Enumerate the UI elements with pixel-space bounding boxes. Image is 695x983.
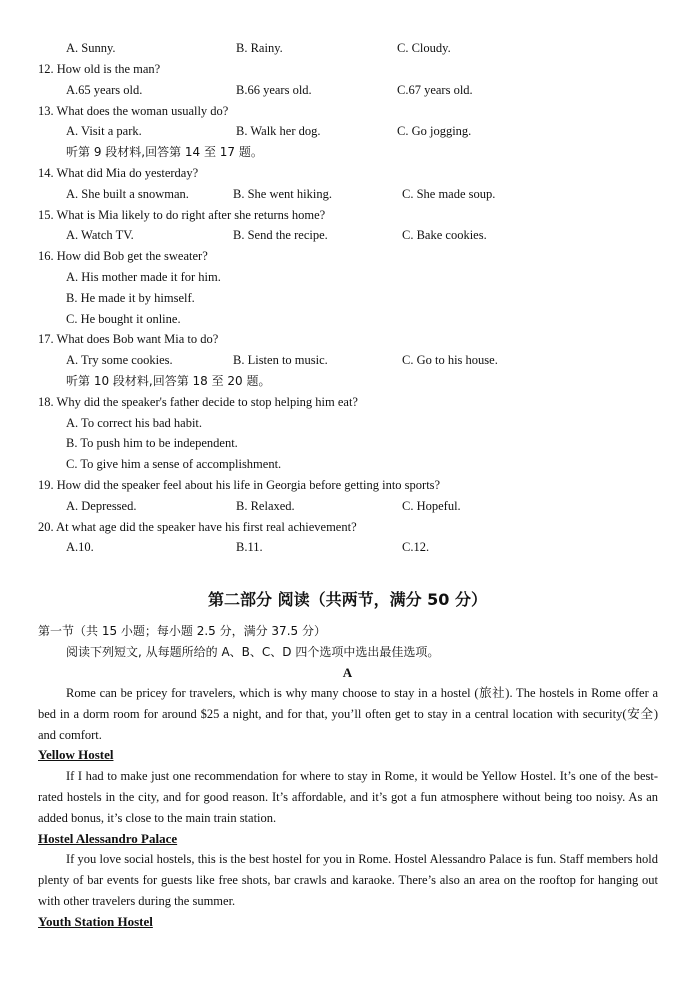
section-one-header: 第一节（共 15 小题；每小题 2.5 分，满分 37.5 分）	[38, 624, 326, 638]
q12-option-a: A.65 years old.	[66, 83, 143, 97]
hostel-paragraph-alessandro: If you love social hostels, this is the best hostel for you in Rome. Hostel Alessandro Palace is fun. Staff members hold plenty of bar events for guests like free shots, bar crawls and karaoke. There’s also an area on the rooftop for hanging out with other travelers during the summer.	[38, 852, 658, 908]
q14-option-b: B. She went hiking.	[233, 187, 332, 201]
q15-option-c: C. Bake cookies.	[402, 228, 487, 242]
q19-option-a: A. Depressed.	[66, 499, 137, 513]
q13-option-c: C. Go jogging.	[397, 124, 472, 138]
q18-option-c: C. To give him a sense of accomplishment.	[66, 457, 282, 471]
reading-instruction: 阅读下列短文, 从每题所给的 A、B、C、D 四个选项中选出最佳选项。	[66, 645, 440, 659]
q14-text: 14. What did Mia do yesterday?	[38, 166, 199, 180]
q14-option-c: C. She made soup.	[402, 187, 496, 201]
q20-option-c: C.12.	[402, 540, 430, 554]
q16-option-a: A. His mother made it for him.	[66, 270, 221, 284]
q16-option-c: C. He bought it online.	[66, 312, 181, 326]
q11-option-b: B. Rainy.	[236, 41, 283, 55]
hostel-heading-alessandro: Hostel Alessandro Palace	[38, 831, 178, 846]
q19-option-c: C. Hopeful.	[402, 499, 461, 513]
part-two-title: 第二部分 阅读（共两节，满分 50 分）	[208, 590, 487, 609]
q19-option-b: B. Relaxed.	[236, 499, 295, 513]
q14-option-a: A. She built a snowman.	[66, 187, 189, 201]
q12-text: 12. How old is the man?	[38, 62, 161, 76]
q18-option-a: A. To correct his bad habit.	[66, 416, 203, 430]
hostel-paragraph-yellow: If I had to make just one recommendation for where to stay in Rome, it would be Yellow Hostel. It’s one of the best-rated hostels in the city, and for good reason. It’s affordable, and it’s got a fun atmosphere without being too noisy. As an added bonus, it’s close to the main train station.	[38, 769, 658, 825]
q13-text: 13. What does the woman usually do?	[38, 104, 229, 118]
q20-option-b: B.11.	[236, 540, 263, 554]
q17-option-c: C. Go to his house.	[402, 353, 498, 367]
q18-option-b: B. To push him to be independent.	[66, 436, 238, 450]
q16-text: 16. How did Bob get the sweater?	[38, 249, 208, 263]
q15-text: 15. What is Mia likely to do right after she returns home?	[38, 208, 326, 222]
hostel-heading-youth-station: Youth Station Hostel	[38, 914, 153, 929]
q20-text: 20. At what age did the speaker have his first real achievement?	[38, 520, 357, 534]
q11-option-a: A. Sunny.	[66, 41, 116, 55]
q11-option-c: C. Cloudy.	[397, 41, 451, 55]
q15-option-b: B. Send the recipe.	[233, 228, 328, 242]
listening-note-9: 听第 9 段材料,回答第 14 至 17 题。	[66, 145, 263, 159]
q13-option-a: A. Visit a park.	[66, 124, 142, 138]
q16-option-b: B. He made it by himself.	[66, 291, 195, 305]
q19-text: 19. How did the speaker feel about his life in Georgia before getting into sports?	[38, 478, 441, 492]
q12-option-b: B.66 years old.	[236, 83, 312, 97]
q20-option-a: A.10.	[66, 540, 94, 554]
passage-intro: Rome can be pricey for travelers, which is why many choose to stay in a hostel (旅社). The hostels in Rome offer a bed in a dorm room for around $25 a night, and for that, you’ll often get to stay in a central location with security(安全) and comfort.	[38, 686, 658, 742]
q17-option-b: B. Listen to music.	[233, 353, 328, 367]
q18-text: 18. Why did the speaker's father decide to stop helping him eat?	[38, 395, 358, 409]
hostel-heading-yellow: Yellow Hostel	[38, 747, 114, 762]
q13-option-b: B. Walk her dog.	[236, 124, 321, 138]
q17-option-a: A. Try some cookies.	[66, 353, 173, 367]
listening-note-10: 听第 10 段材料,回答第 18 至 20 题。	[66, 374, 271, 388]
q17-text: 17. What does Bob want Mia to do?	[38, 332, 219, 346]
q15-option-a: A. Watch TV.	[66, 228, 134, 242]
q12-option-c: C.67 years old.	[397, 83, 473, 97]
passage-letter: A	[342, 665, 353, 680]
